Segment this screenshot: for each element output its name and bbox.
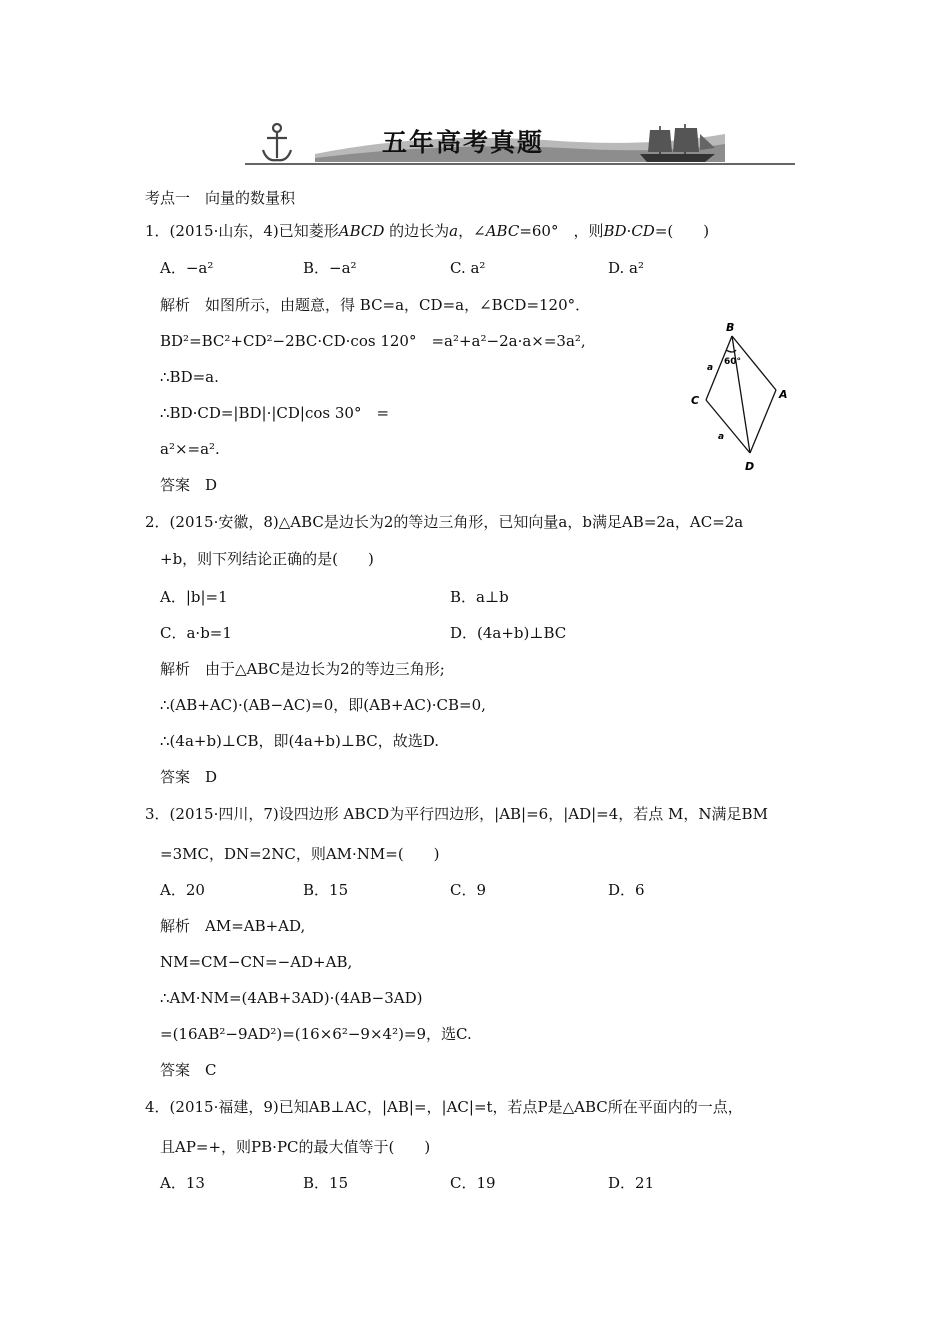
q3-option-a: A．20	[160, 881, 205, 899]
label-b: B	[726, 321, 735, 334]
edge-ad	[750, 390, 776, 453]
q4-stem-line2: 且AP=+，则PB·PC的最大值等于( )	[160, 1138, 431, 1156]
q2-solution-line1: 解析 由于△ABC是边长为2的等边三角形;	[160, 660, 445, 678]
q3-solution-line2: NM=CM−CN=−AD+AB,	[160, 953, 353, 971]
q2-stem-line2: +b，则下列结论正确的是( )	[160, 550, 374, 568]
q2-option-b: B．a⊥b	[450, 588, 509, 606]
q1-option-a: A．−a²	[160, 259, 214, 277]
q4-option-a: A．13	[160, 1174, 205, 1192]
q3-stem-line2: =3MC，DN=2NC，则AM·NM=( )	[160, 845, 440, 863]
q4-option-b: B．15	[303, 1174, 349, 1192]
label-a: A	[779, 388, 788, 401]
label-angle: 60°	[724, 357, 742, 367]
q4-option-c: C．19	[450, 1174, 496, 1192]
label-side-bc: a	[707, 363, 714, 373]
section-title: 考点一 向量的数量积	[145, 189, 296, 207]
q3-option-c: C．9	[450, 881, 487, 899]
q1-option-d: D. a²	[608, 259, 644, 277]
q1-answer: 答案 D	[160, 476, 218, 494]
q1-stem: 1．(2015·山东，4)已知菱形ABCD 的边长为a，∠ABC=60° ，则BD·CD=( )	[145, 222, 710, 240]
q3-option-b: B．15	[303, 881, 349, 899]
anchor-icon	[263, 124, 291, 160]
q3-solution-line1: 解析 AM=AB+AD,	[160, 917, 306, 935]
banner-title: 五年高考真题	[382, 128, 545, 157]
q1-solution-line3: ∴BD=a.	[160, 368, 219, 386]
q3-solution-line4: =(16AB²−9AD²)=(16×6²−9×4²)=9，选C.	[160, 1025, 472, 1043]
q2-stem-line1: 2．(2015·安徽，8)△ABC是边长为2的等边三角形，已知向量a，b满足AB=2a，AC=2a	[145, 513, 744, 531]
q2-option-d: D．(4a+b)⊥BC	[450, 624, 567, 642]
q2-option-a: A．|b|=1	[160, 588, 228, 606]
ship-icon	[640, 124, 715, 162]
q3-answer: 答案 C	[160, 1061, 217, 1079]
q3-solution-line3: ∴AM·NM=(4AB+3AD)·(4AB−3AD)	[160, 989, 423, 1007]
q4-stem-line1: 4．(2015·福建，9)已知AB⊥AC，|AB|=，|AC|=t，若点P是△ABC所在平面内的一点，	[145, 1098, 743, 1116]
q1-option-b: B．−a²	[303, 259, 357, 277]
q3-option-d: D．6	[608, 881, 645, 899]
q3-stem-line1: 3．(2015·四川，7)设四边形 ABCD为平行四边形，|AB|=6，|AD|=4，若点 M，N满足BM	[145, 805, 768, 823]
q1-solution-line1: 解析 如图所示，由题意，得 BC=a，CD=a，∠BCD=120°．	[160, 296, 591, 314]
q2-answer: 答案 D	[160, 768, 218, 786]
label-c: C	[691, 394, 700, 407]
q1-solution-line2: BD²=BC²+CD²−2BC·CD·cos 120° =a²+a²−2a·a×=3a²,	[160, 332, 586, 350]
label-side-cd: a	[718, 432, 725, 442]
q1-option-c: C. a²	[450, 259, 486, 277]
q2-solution-line2: ∴(AB+AC)·(AB−AC)=0，即(AB+AC)·CB=0,	[160, 696, 486, 714]
rhombus-figure	[680, 318, 790, 478]
q2-solution-line3: ∴(4a+b)⊥CB，即(4a+b)⊥BC，故选D.	[160, 732, 440, 750]
q1-solution-line5: a²×=a².	[160, 440, 220, 458]
label-d: D	[745, 460, 755, 473]
q4-option-d: D．21	[608, 1174, 655, 1192]
q1-solution-line4: ∴BD·CD=|BD|·|CD|cos 30° =	[160, 404, 390, 422]
q2-option-c: C．a·b=1	[160, 624, 232, 642]
